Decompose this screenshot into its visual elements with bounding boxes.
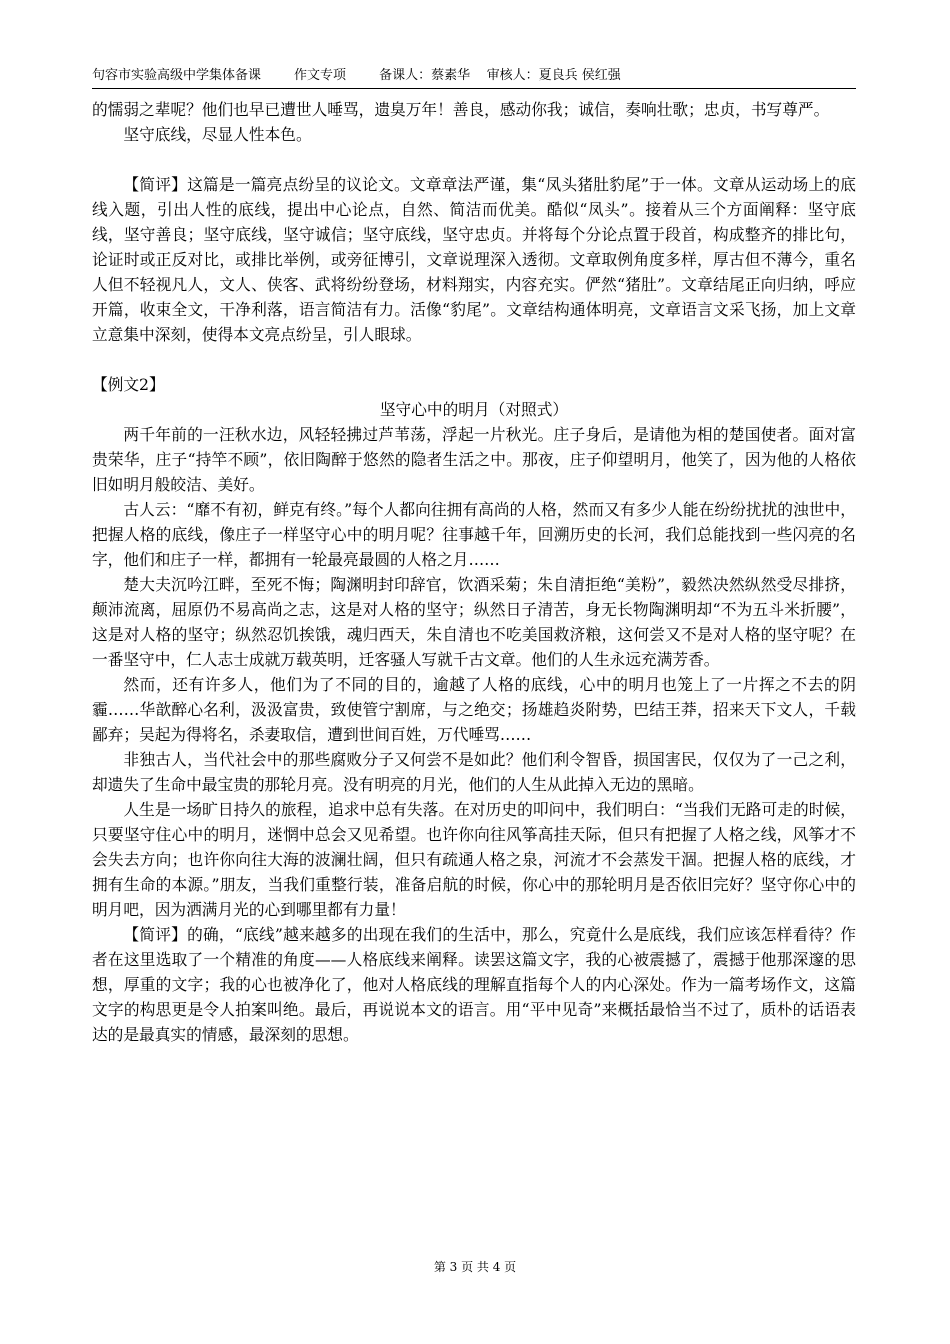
paragraph: 两千年前的一汪秋水边，风轻轻拂过芦苇荡，浮起一片秋光。庄子身后，是请他为相的楚国使者。面对富贵荣华，庄子“持竿不顾”，依旧陶醉于悠然的隐者生活之中。那夜，庄子仰望明月，他笑了，因为他的人格依旧如明月般皎洁、美好。 <box>92 425 856 494</box>
page-number: 第 3 页 共 4 页 <box>433 1260 517 1274</box>
document-body <box>92 97 856 1047</box>
page-header: 句容市实验高级中学集体备课 作文专项 备课人：蔡素华 审核人：夏良兵 侯红强 <box>92 68 856 89</box>
commentary-paragraph: 【简评】这篇是一篇亮点纷呈的议论文。文章章法严谨，集“凤头猪肚豹尾”于一体。文章从运动场上的底线入题，引出人性的底线，提出中心论点，自然、简洁而优美。酷似“凤头”。接着从三个方面阐释：坚守底线，坚守善良；坚守底线，坚守诚信；坚守底线，坚守忠贞。并将每个分论点置于段首，构成整齐的排比句，论证时或正反对比，或排比举例，或旁征博引，文章说理深入透彻。文章取例角度多样，厚古但不薄今，重名人但不轻视凡人，文人、侠客、武将纷纷登场，材料翔实，内容充实。俨然“猪肚”。文章结尾正向归纳，呼应开篇，收束全文，干净利落，语言简洁有力。活像“豹尾”。文章结构通体明亮，文章语言文采飞扬，加上文章立意集中深刻，使得本文亮点纷呈，引人眼球。 <box>92 175 856 344</box>
paragraph: 楚大夫沉吟江畔，至死不悔；陶渊明封印辞官，饮酒采菊；朱自清拒绝“美粉”，毅然决然纵然受尽排挤，颠沛流离，屈原仍不易高尚之志，这是对人格的坚守；纵然日子清苦，身无长物陶渊明却“不为五斗米折腰”，这是对人格的坚守；纵然忍饥挨饿，魂归西天，朱自清也不吃美国救济粮，这何尝又不是对人格的坚守呢？在一番坚守中，仁人志士成就万载英明，迁客骚人写就千古文章。他们的人生永远充满芳香。 <box>92 575 856 669</box>
paragraph: 然而，还有许多人，他们为了不同的目的，逾越了人格的底线，心中的明月也笼上了一片挥之不去的阴霾……华歆醉心名利，汲汲富贵，致使管宁割席，与之绝交；扬雄趋炎附势，巴结王莽，招来天下文人，千载鄙弃；吴起为得将名，杀妻取信，遭到世间百姓，万代唾骂…… <box>92 675 856 744</box>
commentary-paragraph: 【简评】的确，“底线”越来越多的出现在我们的生活中，那么，究竟什么是底线，我们应该怎样看待？作者在这里选取了一个精准的角度——人格底线来阐释。读罢这篇文字，我的心被震撼了，震撼于他那深邃的思想，厚重的文字；我的心也被净化了，他对人格底线的理解直指每个人的内心深处。作为一篇考场作文，这篇文字的构思更是令人拍案叫绝。最后，再说说本文的语言。用“平中见奇”来概括最恰当不过了，质朴的话语表达的是最真实的情感，最深刻的思想。 <box>92 925 856 1044</box>
spacer <box>92 147 856 172</box>
example-label: 【例文2】 <box>92 375 165 394</box>
essay-title: 坚守心中的明月（对照式） <box>379 400 569 419</box>
paragraph: 人生是一场旷日持久的旅程，追求中总有失落。在对历史的叩问中，我们明白：“当我们无路可走的时候，只要坚守住心中的明月，迷惘中总会又见希望。也许你向往风筝高挂天际，但只有把握了人格之线，风筝才不会失去方向；也许你向往大海的波澜壮阔，但只有疏通人格之泉，河流才不会蒸发干涸。把握人格的底线，才拥有生命的本源。”朋友，当我们重整行装，准备启航的时候，你心中的那轮明月是否依旧完好？坚守你心中的明月吧，因为洒满月光的心到哪里都有力量！ <box>92 800 856 919</box>
paragraph: 坚守底线，尽显人性本色。 <box>123 125 312 144</box>
paragraph: 古人云：“靡不有初，鲜克有终。”每个人都向往拥有高尚的人格，然而又有多少人能在纷纷扰扰的浊世中，把握人格的底线，像庄子一样坚守心中的明月呢？往事越千年，回溯历史的长河，我们总能找到一些闪亮的名字，他们和庄子一样，都拥有一轮最亮最圆的人格之月…… <box>92 500 856 569</box>
paragraph: 非独古人，当代社会中的那些腐败分子又何尝不是如此？他们利令智昏，损国害民，仅仅为了一己之利，却遗失了生命中最宝贵的那轮月亮。没有明亮的月光，他们的人生从此掉入无边的黑暗。 <box>92 750 856 794</box>
paragraph: 的懦弱之辈呢？他们也早已遭世人唾骂，遗臭万年！善良，感动你我；诚信，奏响壮歌；忠贞，书写尊严。 <box>92 100 830 119</box>
spacer <box>92 347 856 372</box>
